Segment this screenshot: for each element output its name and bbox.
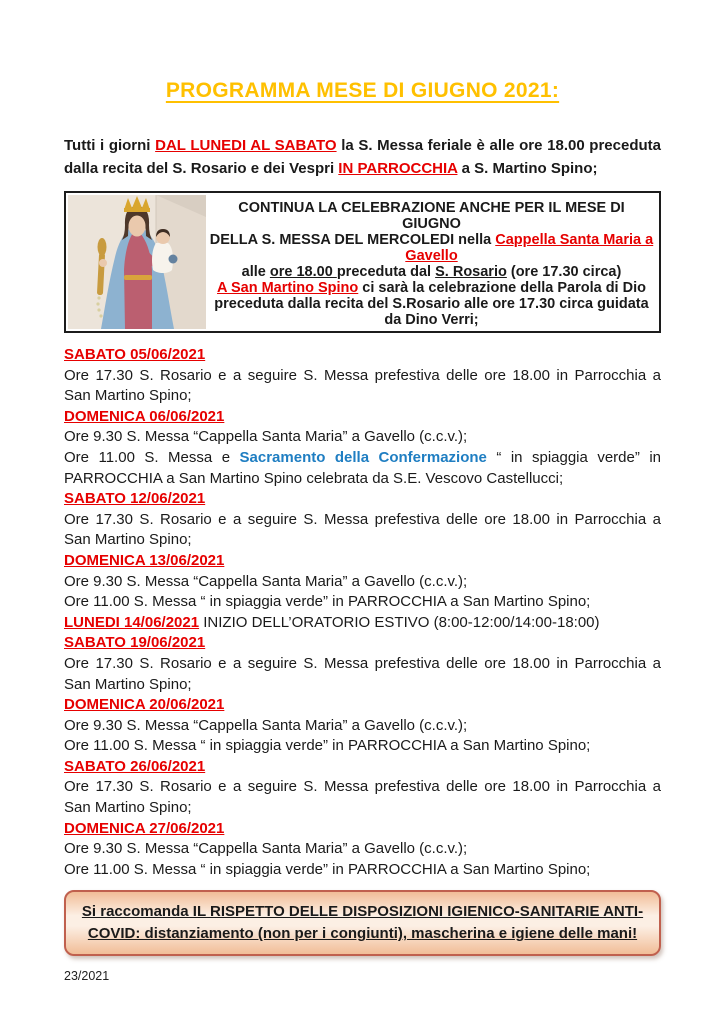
text-segment: SABATO 26/06/2021 [64, 757, 206, 775]
text-segment: DAL LUNEDI AL SABATO [155, 137, 337, 154]
text-segment: DELLA S. MESSA DEL MERCOLEDI nella [209, 232, 496, 248]
text-segment: ore 18.00 [269, 264, 337, 280]
text-segment: Ore 11.00 S. Messa “ in spiaggia verde” in PARROCCHIA a San Martino Spino; [64, 860, 591, 878]
text-segment: Ore 11.00 S. Messa e [64, 448, 240, 466]
text-line [64, 386, 661, 407]
text-segment: LUNEDI 14/06/2021 [64, 613, 200, 631]
text-line [64, 675, 661, 696]
text-line [208, 200, 655, 232]
text-segment: “ in spiaggia verde” in [486, 448, 662, 466]
text-segment: DOMENICA 20/06/2021 [64, 696, 225, 714]
text-line [64, 654, 661, 675]
text-line [208, 280, 655, 296]
date-heading [64, 345, 661, 366]
page-number: 23/2021 [64, 969, 110, 984]
text-segment: SABATO 19/06/2021 [64, 634, 206, 652]
date-heading [64, 757, 661, 778]
text-segment: (ore 17.30 circa) [506, 264, 622, 280]
covid-notice-text [80, 901, 645, 945]
text-segment: San Martino Spino; [64, 387, 192, 405]
notice-box [64, 191, 661, 333]
text-line [64, 469, 661, 490]
madonna-statue-photo [68, 195, 206, 329]
text-segment: DOMENICA 06/06/2021 [64, 407, 225, 425]
text-segment: IN PARROCCHIA [338, 160, 458, 177]
madonna-statue-illustration [68, 195, 206, 329]
text-line [64, 448, 661, 469]
text-segment: DOMENICA 13/06/2021 [64, 551, 225, 569]
intro-paragraph [64, 134, 661, 180]
date-heading [64, 695, 661, 716]
text-segment: San Martino Spino; [64, 531, 192, 549]
schedule-list [64, 345, 661, 880]
text-segment: S. Rosario [435, 264, 507, 280]
text-segment: SABATO 05/06/2021 [64, 346, 206, 363]
text-line [64, 572, 661, 593]
text-segment: San Martino Spino; [64, 799, 192, 817]
text-segment: Ore 17.30 S. Rosario e a seguire S. Messa prefestiva delle ore 18.00 in Parrocchia a [64, 366, 661, 384]
text-segment: ci sarà la celebrazione della Parola di Dio [358, 280, 646, 296]
text-line [64, 592, 661, 613]
text-segment: CONTINUA LA CELEBRAZIONE ANCHE PER IL MESE DI GIUGNO [238, 200, 625, 232]
notice-text [206, 195, 657, 329]
text-segment: alle [241, 264, 270, 280]
text-segment: SABATO 12/06/2021 [64, 490, 206, 508]
text-segment: DOMENICA 27/06/2021 [64, 819, 225, 837]
text-line [208, 232, 655, 264]
text-segment: Si raccomanda IL RISPETTO DELLE DISPOSIZIONI IGIENICO-SANITARIE ANTI-COVID: distanziamento (non per i congiunti), mascherina e igiene delle mani! [81, 903, 644, 943]
text-segment: Ore 9.30 S. Messa “Cappella Santa Maria” a Gavello (c.c.v.); [64, 716, 468, 734]
text-segment: a S. Martino Spino; [457, 160, 598, 177]
text-line [64, 798, 661, 819]
text-segment: PARROCCHIA a San Martino Spino celebrata da S.E. Vescovo Castellucci; [64, 469, 564, 487]
text-line [64, 510, 661, 531]
text-segment: Ore 9.30 S. Messa “Cappella Santa Maria” a Gavello (c.c.v.); [64, 428, 468, 446]
text-segment: Ore 9.30 S. Messa “Cappella Santa Maria” a Gavello (c.c.v.); [64, 840, 468, 858]
text-line [64, 860, 661, 881]
text-line [64, 530, 661, 551]
text-segment: Ore 17.30 S. Rosario e a seguire S. Messa prefestiva delle ore 18.00 in Parrocchia a [64, 778, 661, 796]
text-line [64, 716, 661, 737]
text-segment: Ore 17.30 S. Rosario e a seguire S. Messa prefestiva delle ore 18.00 in Parrocchia a [64, 510, 661, 528]
text-line [208, 296, 655, 328]
date-heading [64, 551, 661, 572]
date-heading [64, 489, 661, 510]
date-heading [64, 407, 661, 428]
date-heading [64, 819, 661, 840]
text-segment: preceduta dalla recita del S.Rosario alle ore 17.30 circa guidata da Dino Verri; [214, 296, 649, 328]
date-heading [64, 613, 661, 634]
text-segment: Sacramento della Confermazione [239, 448, 487, 466]
date-heading [64, 633, 661, 654]
text-segment: Tutti i giorni [64, 137, 156, 154]
covid-notice-box [64, 890, 661, 956]
text-line [208, 264, 655, 280]
text-segment: Ore 11.00 S. Messa “ in spiaggia verde” in PARROCCHIA a San Martino Spino; [64, 593, 591, 611]
text-line [64, 736, 661, 757]
text-line [64, 427, 661, 448]
text-segment: Ore 17.30 S. Rosario e a seguire S. Messa prefestiva delle ore 18.00 in Parrocchia a [64, 654, 661, 672]
page-title: PROGRAMMA MESE DI GIUGNO 2021: [165, 79, 560, 102]
text-segment: la S. Messa feriale è alle ore 18.00 preceduta dalla recita del S. Rosario e dei Vespri [64, 137, 661, 177]
text-segment: Ore 11.00 S. Messa “ in spiaggia verde” in PARROCCHIA a San Martino Spino; [64, 737, 591, 755]
text-line [64, 777, 661, 798]
text-segment: Ore 9.30 S. Messa “Cappella Santa Maria” a Gavello (c.c.v.); [64, 572, 468, 590]
text-segment: Cappella Santa Maria a Gavello [405, 232, 654, 264]
text-segment: INIZIO DELL’ORATORIO ESTIVO (8:00-12:00/14:00-18:00) [199, 613, 600, 631]
text-segment: A San Martino Spino [217, 280, 359, 296]
text-segment: preceduta dal [336, 264, 436, 280]
text-line [64, 366, 661, 387]
text-line [64, 839, 661, 860]
text-segment: San Martino Spino; [64, 675, 192, 693]
